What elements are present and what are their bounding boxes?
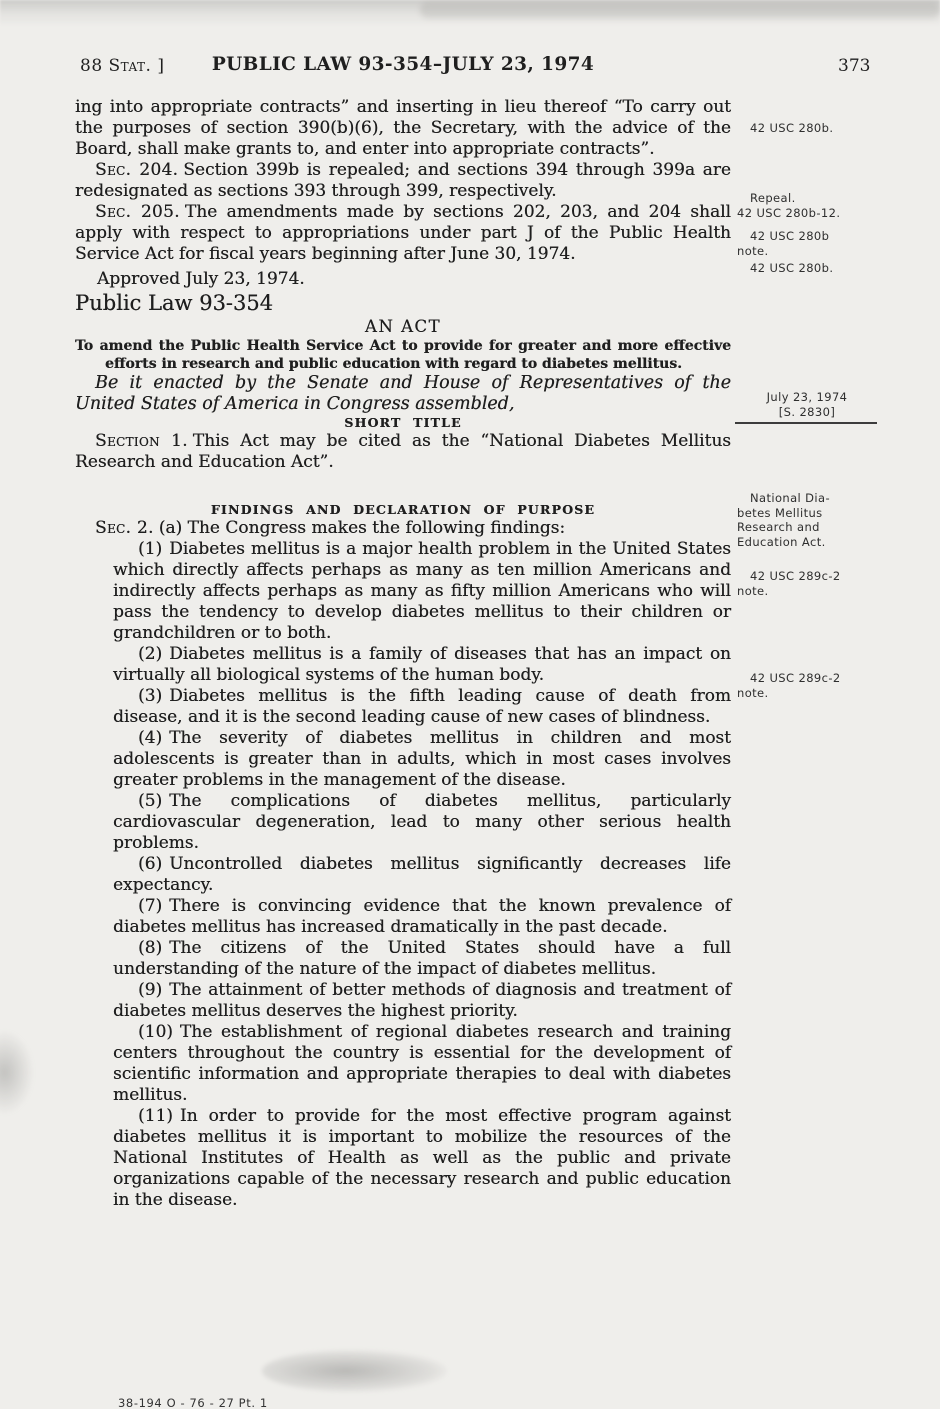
finding-text: The citizens of the United States should have a full understanding of the nature of the impact of diabetes mellitus. (113, 938, 731, 979)
finding-text: Diabetes mellitus is a major health problem in the United States which directly affects perhaps as many as ten million Americans and indirectly affects perhaps as many as fifty million Americans who will pass the tendency to develop diabetes mellitus to their children or grandchildren or to both. (113, 539, 731, 643)
finding-item-4 (113, 728, 731, 791)
public-law-heading: Public Law 93-354 (75, 291, 273, 315)
sec-205-text: The amendments made by sections 202, 203, and 204 shall apply with respect to appropriations under part J of the Public Health Service Act for fiscal years beginning after June 30, 1974. (75, 202, 731, 264)
section-1-paragraph (75, 431, 731, 473)
finding-text: Diabetes mellitus is a family of diseases that has an impact on virtually all biological systems of the human body. (113, 644, 731, 685)
finding-number: (3) (138, 686, 163, 706)
finding-text: The severity of diabetes mellitus in children and most adolescents is greater than in adults, which in most cases involves greater problems in the management of the disease. (113, 728, 731, 790)
finding-number: (1) (138, 539, 163, 559)
sec-204-text: Section 399b is repealed; and sections 394 through 399a are redesignated as sections 393 through 399, respectively. (75, 160, 731, 201)
sec-2-label: Sec. 2. (95, 518, 154, 538)
ink-smudge (262, 1350, 447, 1392)
finding-number: (7) (138, 896, 163, 916)
page-number: 373 (838, 56, 871, 76)
margin-note-usc-280b (737, 121, 887, 136)
margin-note-line: 42 USC 280b. (750, 121, 834, 135)
margin-note-line: 42 USC 280b. (750, 261, 834, 275)
section-1-text: This Act may be cited as the “National Diabetes Mellitus Research and Education Act”. (75, 431, 731, 472)
finding-item-7 (113, 896, 731, 938)
finding-item-8 (113, 938, 731, 980)
sec-205-label: Sec. 205. (95, 202, 180, 222)
finding-text: The attainment of better methods of diagnosis and treatment of diabetes mellitus deserves the highest priority. (113, 980, 731, 1021)
finding-item-10 (113, 1022, 731, 1106)
margin-note-line: note. (737, 243, 769, 258)
section-1-label: Section 1. (95, 431, 188, 451)
finding-number: (2) (138, 644, 163, 664)
date-rule (735, 422, 877, 424)
margin-note-act-name (737, 491, 887, 549)
running-header (0, 56, 940, 82)
finding-text: The complications of diabetes mellitus, particularly cardiovascular degeneration, lead to many other serious health problems. (113, 791, 731, 853)
finding-item-2 (113, 644, 731, 686)
footer-print-code: 38-194 O - 76 - 27 Pt. 1 (118, 1396, 268, 1409)
short-title-heading: SHORT TITLE (344, 415, 462, 430)
finding-number: (10) (138, 1022, 173, 1042)
sec-2-intro (75, 518, 731, 539)
enactment-date: July 23, 1974 (766, 390, 848, 404)
sec-204-label: Sec. 204. (95, 160, 179, 180)
finding-number: (8) (138, 938, 163, 958)
margin-note-usc-280b-2 (737, 261, 887, 276)
margin-note-usc-280b-note (737, 229, 887, 258)
stat-volume-label: 88 Stat. ] (80, 56, 165, 76)
edge-smudge (0, 1030, 34, 1115)
margin-note-line: note. (737, 583, 769, 598)
an-act-heading: AN ACT (364, 317, 442, 336)
finding-number: (6) (138, 854, 163, 874)
margin-note-usc-289c2-note-1 (737, 569, 887, 598)
finding-number: (4) (138, 728, 163, 748)
scan-noise-band-dark (420, 2, 940, 18)
finding-text: The establishment of regional diabetes research and training centers throughout the country is essential for the development of scientific information and appropriate therapies to deal with diabetes mellitus. (113, 1022, 731, 1105)
continuation-paragraph: ing into appropriate contracts” and inserting in lieu thereof “To carry out the purposes of section 390(b)(6), the Secretary, with the advice of the Board, shall make grants to, and enter into appropriate contracts”. (75, 97, 731, 159)
margin-note-line: National Dia- (750, 491, 831, 505)
finding-number: (9) (138, 980, 163, 1000)
enacting-clause: Be it enacted by the Senate and House of Representatives of the United States of America in Congress assembled, (75, 373, 731, 414)
margin-note-repeal (737, 191, 887, 220)
finding-text: In order to provide for the most effective program against diabetes mellitus it is important to mobilize the resources of the National Institutes of Health as well as the public and private organizations capable of the necessary research and public education in the disease. (113, 1106, 731, 1210)
finding-text: Diabetes mellitus is the fifth leading cause of death from disease, and it is the second leading cause of new cases of blindness. (113, 686, 731, 727)
finding-number: (5) (138, 791, 163, 811)
findings-heading: FINDINGS AND DECLARATION OF PURPOSE (210, 502, 596, 517)
margin-note-line: Education Act. (737, 534, 826, 549)
bill-number: [S. 2830] (778, 404, 836, 419)
margin-note-line: 42 USC 280b (750, 229, 830, 243)
margin-note-line: 42 USC 289c-2 (750, 569, 841, 583)
finding-item-1 (113, 539, 731, 644)
act-purpose: To amend the Public Health Service Act to provide for greater and more effective efforts in research and public education with regard to diabetes mellitus. (75, 338, 731, 372)
finding-text: There is convincing evidence that the known prevalence of diabetes mellitus has increased dramatically in the past decade. (113, 896, 731, 937)
finding-item-6 (113, 854, 731, 896)
margin-note-line: note. (737, 685, 769, 700)
finding-item-5 (113, 791, 731, 854)
margin-note-line: Repeal. (750, 191, 796, 205)
approved-line: Approved July 23, 1974. (97, 269, 305, 289)
sec-2-text: (a) The Congress makes the following findings: (158, 518, 566, 538)
margin-note-line: 42 USC 280b-12. (737, 205, 841, 220)
sec-204-paragraph (75, 160, 731, 202)
body-column (75, 97, 731, 1211)
finding-item-3 (113, 686, 731, 728)
margin-note-line: betes Mellitus (737, 505, 823, 520)
finding-item-11 (113, 1106, 731, 1211)
margin-note-usc-289c2-note-2 (737, 671, 887, 700)
margin-note-date (740, 390, 874, 419)
finding-number: (11) (138, 1106, 173, 1126)
sec-205-paragraph (75, 202, 731, 265)
margin-note-line: Research and (737, 520, 820, 534)
header-title: PUBLIC LAW 93-354–JULY 23, 1974 (211, 54, 595, 75)
finding-text: Uncontrolled diabetes mellitus significantly decreases life expectancy. (113, 854, 731, 895)
finding-item-9 (113, 980, 731, 1022)
margin-note-line: 42 USC 289c-2 (750, 671, 841, 685)
